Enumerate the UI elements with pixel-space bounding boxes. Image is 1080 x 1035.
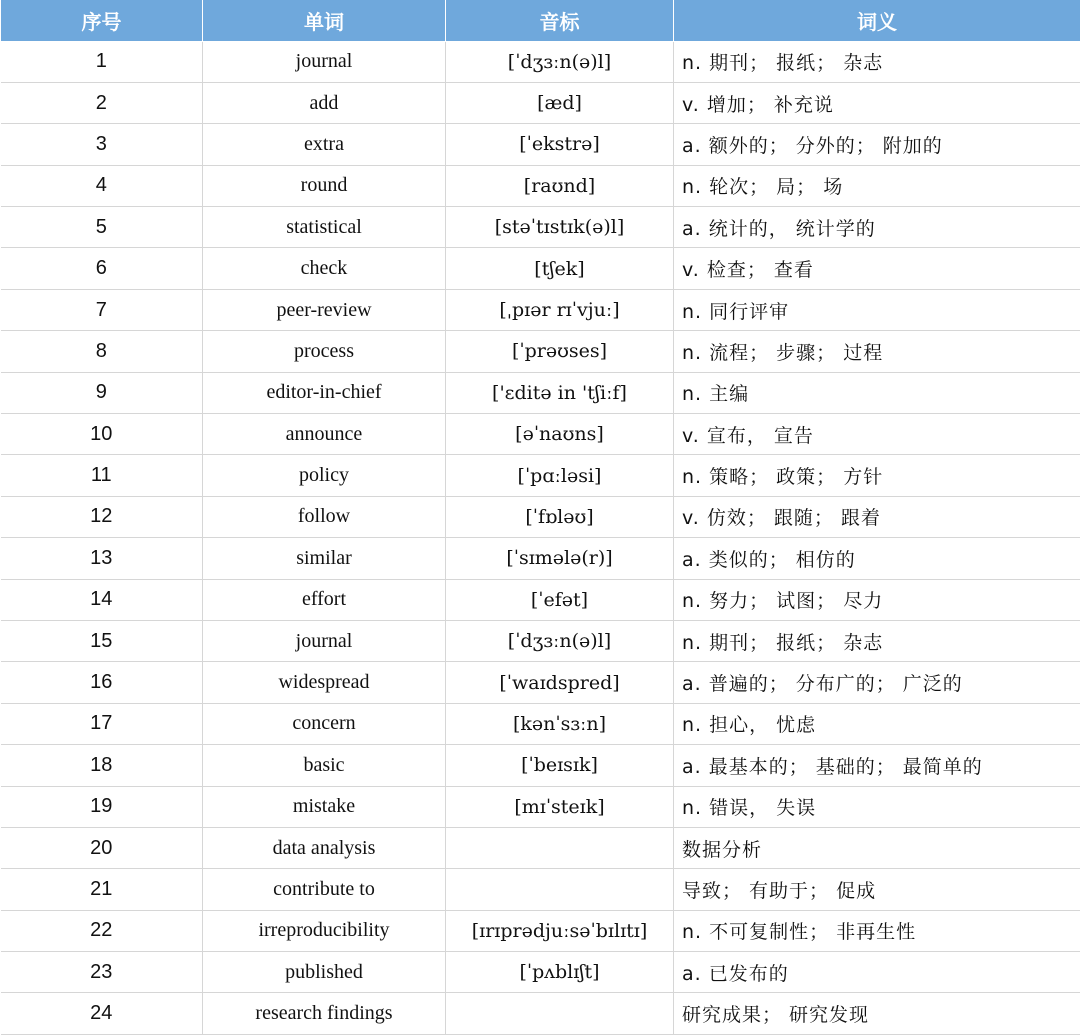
table-row bbox=[1, 41, 1080, 82]
table-row bbox=[1, 952, 1080, 993]
table-row bbox=[1, 248, 1080, 289]
meaning-cell: n. 不可复制性； 非再生性 bbox=[674, 910, 1080, 951]
phonetic-cell: [ˈpʌblɪʃt] bbox=[446, 952, 674, 993]
meaning-cell: v. 仿效； 跟随； 跟着 bbox=[674, 496, 1080, 537]
word-cell: round bbox=[203, 165, 446, 206]
table-row bbox=[1, 620, 1080, 661]
table-row bbox=[1, 496, 1080, 537]
phonetic-cell: [ˈsɪmələ(r)] bbox=[446, 538, 674, 579]
row-number-cell: 12 bbox=[1, 496, 203, 537]
table-row bbox=[1, 455, 1080, 496]
table-row bbox=[1, 124, 1080, 165]
phonetic-cell: [ˈfɒləʊ] bbox=[446, 496, 674, 537]
word-cell: policy bbox=[203, 455, 446, 496]
phonetic-cell: [ˌpɪər rɪˈvjuː] bbox=[446, 289, 674, 330]
row-number-cell: 21 bbox=[1, 869, 203, 910]
table-row bbox=[1, 331, 1080, 372]
meaning-cell: n. 错误， 失误 bbox=[674, 786, 1080, 827]
phonetic-cell: [ˈwaɪdspred] bbox=[446, 662, 674, 703]
phonetic-cell: [tʃek] bbox=[446, 248, 674, 289]
word-cell: widespread bbox=[203, 662, 446, 703]
phonetic-cell: [ˈdʒɜːn(ə)l] bbox=[446, 620, 674, 661]
row-number-cell: 22 bbox=[1, 910, 203, 951]
row-number-cell: 1 bbox=[1, 41, 203, 82]
meaning-cell: n. 担心， 忧虑 bbox=[674, 703, 1080, 744]
row-number-cell: 9 bbox=[1, 372, 203, 413]
table-row bbox=[1, 786, 1080, 827]
word-cell: add bbox=[203, 82, 446, 123]
table-row bbox=[1, 414, 1080, 455]
row-number-cell: 18 bbox=[1, 745, 203, 786]
table-row bbox=[1, 662, 1080, 703]
row-number-cell: 15 bbox=[1, 620, 203, 661]
row-number-cell: 17 bbox=[1, 703, 203, 744]
phonetic-cell: [æd] bbox=[446, 82, 674, 123]
word-cell: journal bbox=[203, 41, 446, 82]
meaning-cell: a. 已发布的 bbox=[674, 952, 1080, 993]
word-cell: irreproducibility bbox=[203, 910, 446, 951]
meaning-cell: 研究成果； 研究发现 bbox=[674, 993, 1080, 1034]
row-number-cell: 8 bbox=[1, 331, 203, 372]
meaning-cell: a. 最基本的； 基础的； 最简单的 bbox=[674, 745, 1080, 786]
phonetic-cell bbox=[446, 993, 674, 1034]
phonetic-cell: [ˈpɑːləsi] bbox=[446, 455, 674, 496]
header-number: 序号 bbox=[1, 0, 203, 41]
meaning-cell: a. 普遍的； 分布广的； 广泛的 bbox=[674, 662, 1080, 703]
row-number-cell: 23 bbox=[1, 952, 203, 993]
phonetic-cell: [mɪˈsteɪk] bbox=[446, 786, 674, 827]
row-number-cell: 16 bbox=[1, 662, 203, 703]
row-number-cell: 6 bbox=[1, 248, 203, 289]
table-row bbox=[1, 82, 1080, 123]
meaning-cell: n. 轮次； 局； 场 bbox=[674, 165, 1080, 206]
word-cell: effort bbox=[203, 579, 446, 620]
word-cell: research findings bbox=[203, 993, 446, 1034]
meaning-cell: a. 额外的； 分外的； 附加的 bbox=[674, 124, 1080, 165]
meaning-cell: a. 类似的； 相仿的 bbox=[674, 538, 1080, 579]
row-number-cell: 24 bbox=[1, 993, 203, 1034]
word-cell: basic bbox=[203, 745, 446, 786]
table-row bbox=[1, 207, 1080, 248]
phonetic-cell: [kənˈsɜːn] bbox=[446, 703, 674, 744]
header-row bbox=[1, 0, 1080, 41]
meaning-cell: n. 努力； 试图； 尽力 bbox=[674, 579, 1080, 620]
word-cell: check bbox=[203, 248, 446, 289]
word-cell: process bbox=[203, 331, 446, 372]
word-cell: peer-review bbox=[203, 289, 446, 330]
row-number-cell: 10 bbox=[1, 414, 203, 455]
table-row bbox=[1, 289, 1080, 330]
meaning-cell: n. 期刊； 报纸； 杂志 bbox=[674, 620, 1080, 661]
meaning-cell: 导致； 有助于； 促成 bbox=[674, 869, 1080, 910]
word-cell: mistake bbox=[203, 786, 446, 827]
phonetic-cell: [əˈnaʊns] bbox=[446, 414, 674, 455]
table-row bbox=[1, 827, 1080, 868]
meaning-cell: v. 宣布， 宣告 bbox=[674, 414, 1080, 455]
phonetic-cell: ['ɛditə in 'tʃiːf] bbox=[446, 372, 674, 413]
table-row bbox=[1, 745, 1080, 786]
row-number-cell: 3 bbox=[1, 124, 203, 165]
table-row bbox=[1, 993, 1080, 1034]
table-row bbox=[1, 165, 1080, 206]
word-cell: statistical bbox=[203, 207, 446, 248]
table-row bbox=[1, 579, 1080, 620]
word-cell: journal bbox=[203, 620, 446, 661]
meaning-cell: n. 流程； 步骤； 过程 bbox=[674, 331, 1080, 372]
row-number-cell: 20 bbox=[1, 827, 203, 868]
header-meaning: 词义 bbox=[674, 0, 1080, 41]
row-number-cell: 14 bbox=[1, 579, 203, 620]
table-header bbox=[1, 0, 1080, 41]
row-number-cell: 7 bbox=[1, 289, 203, 330]
row-number-cell: 4 bbox=[1, 165, 203, 206]
word-cell: extra bbox=[203, 124, 446, 165]
phonetic-cell: [ˈekstrə] bbox=[446, 124, 674, 165]
word-cell: published bbox=[203, 952, 446, 993]
phonetic-cell: [ˈprəʊses] bbox=[446, 331, 674, 372]
phonetic-cell: [ˈefət] bbox=[446, 579, 674, 620]
table-body bbox=[1, 41, 1080, 1034]
meaning-cell: a. 统计的， 统计学的 bbox=[674, 207, 1080, 248]
meaning-cell: v. 增加； 补充说 bbox=[674, 82, 1080, 123]
word-cell: concern bbox=[203, 703, 446, 744]
row-number-cell: 2 bbox=[1, 82, 203, 123]
word-cell: similar bbox=[203, 538, 446, 579]
meaning-cell: n. 策略； 政策； 方针 bbox=[674, 455, 1080, 496]
meaning-cell: n. 主编 bbox=[674, 372, 1080, 413]
table-row bbox=[1, 910, 1080, 951]
row-number-cell: 5 bbox=[1, 207, 203, 248]
phonetic-cell: [raʊnd] bbox=[446, 165, 674, 206]
phonetic-cell: [stəˈtɪstɪk(ə)l] bbox=[446, 207, 674, 248]
word-cell: announce bbox=[203, 414, 446, 455]
phonetic-cell: [ˈdʒɜːn(ə)l] bbox=[446, 41, 674, 82]
phonetic-cell: [ˈbeɪsɪk] bbox=[446, 745, 674, 786]
row-number-cell: 13 bbox=[1, 538, 203, 579]
phonetic-cell bbox=[446, 827, 674, 868]
row-number-cell: 19 bbox=[1, 786, 203, 827]
meaning-cell: n. 同行评审 bbox=[674, 289, 1080, 330]
meaning-cell: v. 检查； 查看 bbox=[674, 248, 1080, 289]
word-cell: follow bbox=[203, 496, 446, 537]
table-row bbox=[1, 372, 1080, 413]
word-cell: editor-in-chief bbox=[203, 372, 446, 413]
header-phonetic: 音标 bbox=[446, 0, 674, 41]
meaning-cell: n. 期刊； 报纸； 杂志 bbox=[674, 41, 1080, 82]
table-row bbox=[1, 538, 1080, 579]
meaning-cell: 数据分析 bbox=[674, 827, 1080, 868]
table-row bbox=[1, 869, 1080, 910]
header-word: 单词 bbox=[203, 0, 446, 41]
word-cell: contribute to bbox=[203, 869, 446, 910]
table-row bbox=[1, 703, 1080, 744]
phonetic-cell bbox=[446, 869, 674, 910]
word-cell: data analysis bbox=[203, 827, 446, 868]
phonetic-cell: [ɪrɪprədjuːsəˈbɪlɪtɪ] bbox=[446, 910, 674, 951]
row-number-cell: 11 bbox=[1, 455, 203, 496]
